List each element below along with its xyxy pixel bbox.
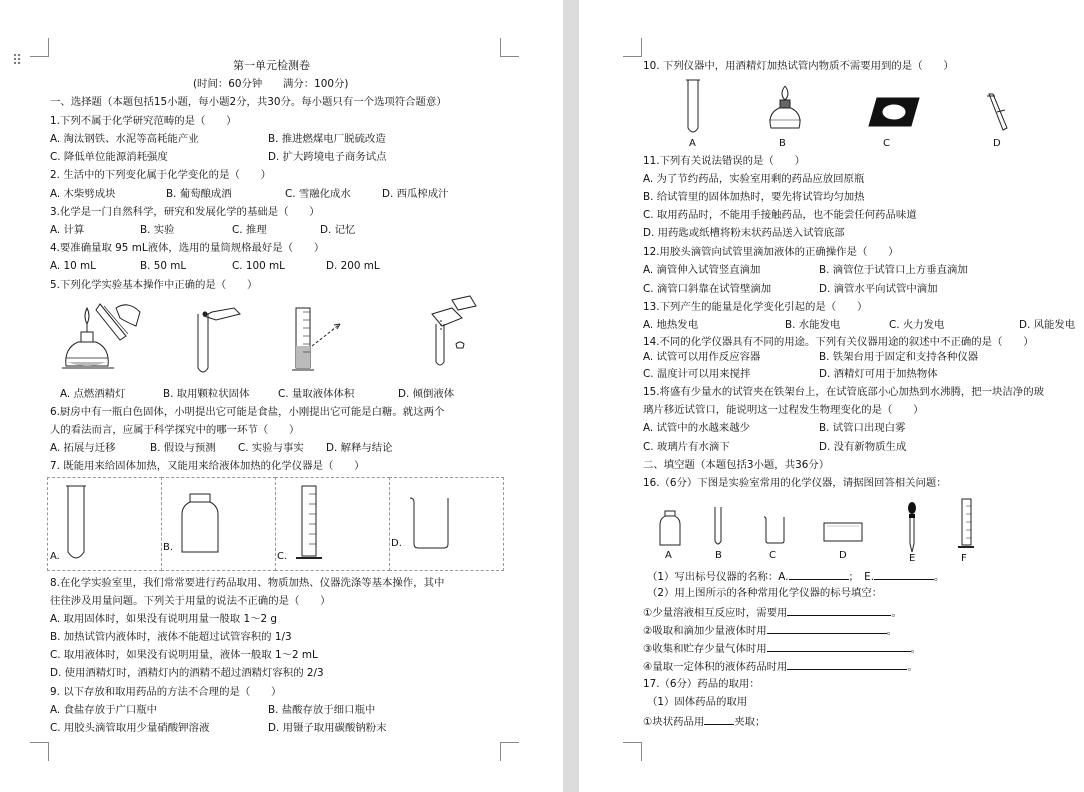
part-text: ①少量溶液相互反应时，需要用 [643,607,788,619]
option: D. 酒精灯可用于加热物体 [819,368,938,380]
option-label: B. [163,542,174,553]
option: D. 西瓜榨成汁 [382,188,449,200]
question-stem: 往往涉及用量问题。下列关于用量的说法不正确的是（ ） [50,595,331,607]
option: D. 风能发电 [1019,319,1076,331]
corner-mark [500,742,519,761]
corner-mark [30,742,49,761]
part-text: 夹取； [734,716,766,728]
part-text: E. [864,571,874,583]
question-stem: 15.将盛有少量水的试管夹在铁架台上，在试管底部小心加热到水沸腾，把一块洁净的玻 [643,386,1044,398]
option-label: A. [50,551,60,562]
part-text: ③收集和贮存少量气体时用 [643,643,767,655]
answer-blank[interactable] [789,568,849,580]
option: A. 拓展与迁移 [50,442,116,454]
graduated-cylinder-icon [294,484,324,564]
question-stem: 13.下列产生的能量是化学变化引起的是（ ） [643,301,868,313]
section-heading: 一、选择题（本题包括15小题，每小题2分，共30分。每小题只有一个选项符合题意） [50,96,447,108]
option-label: C. [277,551,288,562]
section-heading: 二、填空题（本题包括3小题，共36分） [643,459,830,471]
drag-handle-icon[interactable]: ⠿ [12,53,21,69]
option: A. 10 mL [50,260,96,272]
part-text: ②吸取和滴加少量液体时用 [643,625,767,637]
question-part [647,568,944,584]
question-stem: 璃片移近试管口，能说明这一过程发生物理变化的是（ ） [643,404,924,416]
corner-mark [623,742,642,761]
question-stem: 8.在化学实验室里，我们常常要进行药品取用、物质加热、仪器洗涤等基本操作，其中 [50,577,445,589]
option: C. 降低单位能源消耗强度 [50,151,168,163]
corner-mark [623,38,642,57]
part-text: 。 [934,571,945,583]
document-page-2 [579,0,1084,792]
option: D. 扩大跨境电子商务试点 [268,151,387,163]
option: B. 滴管位于试管口上方垂直滴加 [819,264,968,276]
option: D. 没有新物质生成 [819,441,907,453]
answer-blank[interactable] [787,604,891,616]
wide-mouth-bottle-icon [180,492,220,556]
option: D. 用药匙或纸槽将粉末状药品送入试管底部 [643,227,845,239]
option: B. 水能发电 [785,319,841,331]
option: B. 葡萄酿成酒 [166,188,232,200]
graduated-cylinder-reading-illustration [290,300,360,380]
question-stem: 14.不同的化学仪器具有不同的用途。下列有关仪器用途的叙述中不正确的是（ ） [643,336,1034,348]
test-tube-solid-illustration [186,300,246,380]
option-label: A [689,138,696,149]
option-box [275,477,390,571]
part-text: （1）写出标号仪器的名称：A. [647,571,789,583]
option: D. 滴管水平向试管中滴加 [819,283,938,295]
alcohol-lamp-lighting-illustration [56,296,146,380]
answer-blank[interactable] [767,622,887,634]
exam-title: 第一单元检测卷 [233,59,310,72]
option: B. 盐酸存放于细口瓶中 [268,704,376,716]
question-part [643,604,902,620]
pouring-liquid-illustration [412,290,482,380]
answer-blank[interactable] [787,658,907,670]
apparatus-label: E [909,553,916,564]
option: A. 淘汰钢铁、水泥等高耗能产业 [50,133,199,145]
option: C. 玻璃片有水滴下 [643,441,730,453]
option: D. 倾倒液体 [398,388,455,400]
option: A. 地热发电 [643,319,699,331]
option: C. 火力发电 [889,319,945,331]
option: D. 用镊子取用碳酸钠粉末 [268,722,387,734]
option: A. 点燃酒精灯 [60,388,126,400]
option: B. 实验 [140,224,175,236]
exam-subtitle: (时间：60分钟 满分：100分) [193,78,349,90]
part-text: ④量取一定体积的液体药品时用 [643,661,788,673]
part-text: 。 [907,661,918,673]
option: D. 解释与结论 [326,442,393,454]
option: A. 试管可以用作反应容器 [643,351,761,363]
apparatus-label: A [665,550,672,561]
option: C. 取用液体时，如果没有说明用量，液体一般取 1～2 mL [50,649,318,661]
alcohol-lamp-icon [765,84,805,134]
option: A. 取用固体时，如果没有说明用量一般取 1～2 g [50,613,277,625]
beaker-icon [408,496,454,550]
glass-slide-icon [823,522,863,542]
question-stem: 16.（6分）下图是实验室常用的化学仪器，请据图回答相关问题： [643,477,947,489]
test-tube-icon [713,506,723,548]
question-stem: 2. 生活中的下列变化属于化学变化的是（ ） [50,169,272,181]
option: A. 计算 [50,224,85,236]
question-part [643,622,897,638]
option: B. 加热试管内液体时，液体不能超过试管容积的 1/3 [50,631,292,643]
asbestos-gauze-icon [867,96,921,128]
apparatus-label: B [715,550,722,561]
corner-mark [30,38,49,57]
option: B. 取用颗粒状固体 [163,388,250,400]
option: A. 食盐存放于广口瓶中 [50,704,158,716]
option: B. 50 mL [140,260,187,272]
option: C. 取用药品时，不能用手接触药品，也不能尝任何药品味道 [643,209,917,221]
question-stem: 5.下列化学实验基本操作中正确的是（ ） [50,279,258,291]
option: C. 温度计可以用来搅拌 [643,368,751,380]
corner-mark [500,38,519,57]
part-text: 。 [910,643,922,655]
beaker-icon [763,516,787,544]
option: B. 铁架台用于固定和支持各种仪器 [819,351,979,363]
apparatus-label: D [839,550,847,561]
option: C. 滴管口斜靠在试管壁滴加 [643,283,772,295]
option: A. 滴管伸入试管竖直滴加 [643,264,761,276]
question-stem: 4.要准确量取 95 mL液体，选用的量筒规格最好是（ ） [50,242,325,254]
option: C. 100 mL [232,260,285,272]
option: C. 雪融化成水 [285,188,351,200]
dropper-icon [905,502,919,554]
test-tube-icon [64,484,88,564]
question-stem: 人的看法而言，应属于科学探究中的哪一环节（ ） [50,424,300,436]
answer-blank[interactable] [767,640,911,652]
option: D. 使用酒精灯时，酒精灯内的酒精不超过酒精灯容积的 2/3 [50,667,324,679]
answer-blank[interactable] [874,568,934,580]
option-label: C [883,138,890,149]
question-stem: 3.化学是一门自然科学，研究和发展化学的基础是（ ） [50,206,320,218]
question-part [643,658,918,674]
question-stem: 6.厨房中有一瓶白色固体，小明提出它可能是食盐，小刚提出它可能是白糖。就这两个 [50,406,445,418]
part-text: ； [848,571,854,583]
option: D. 记忆 [320,224,356,236]
option-label: D [993,138,1001,149]
part-text: 。 [891,607,902,619]
question-stem: 1.下列不属于化学研究范畴的是（ ） [50,115,237,127]
option: C. 量取液体体积 [278,388,355,400]
option: B. 推进燃煤电厂脱硫改造 [268,133,386,145]
part-text: 。 [886,625,898,637]
option: D. 200 mL [326,260,380,272]
question-part: （2）用上图所示的各种常用化学仪器的标号填空： [647,587,883,599]
option: A. 为了节约药品，实验室用剩的药品应放回原瓶 [643,173,865,185]
question-part [643,713,765,729]
question-stem: 12.用胶头滴管向试管里滴加液体的正确操作是（ ） [643,246,899,258]
option-label: D. [391,538,402,549]
part-text: ①块状药品用 [643,716,705,728]
graduated-cylinder-icon [957,498,975,552]
question-stem: 9. 以下存放和取用药品的方法不合理的是（ ） [50,686,282,698]
question-part [643,640,921,656]
option: B. 试管口出现白雾 [819,422,906,434]
test-tube-holder-icon [985,92,1011,136]
test-tube-icon [685,78,701,138]
option-label: B [779,138,786,149]
answer-blank[interactable] [704,713,734,725]
apparatus-label: F [961,553,967,564]
option: B. 假设与预测 [150,442,216,454]
question-stem: 11.下列有关说法错误的是（ ） [643,155,805,167]
wide-mouth-bottle-icon [659,510,681,546]
question-stem: 7. 既能用来给固体加热，又能用来给液体加热的化学仪器是（ ） [50,460,365,472]
question-stem: 17.（6分）药品的取用： [643,678,760,690]
option: A. 木柴劈成块 [50,188,116,200]
question-stem: 10. 下列仪器中，用酒精灯加热试管内物质不需要用到的是（ ） [643,60,954,72]
option: C. 实验与事实 [238,442,304,454]
apparatus-label: C [769,550,776,561]
question-part: （1）固体药品的取用 [647,696,748,708]
option: C. 推理 [232,224,267,236]
option: A. 试管中的水越来越少 [643,422,751,434]
page-gap [563,0,579,792]
option: B. 给试管里的固体加热时，要先将试管均匀加热 [643,191,865,203]
option: C. 用胶头滴管取用少量硝酸钾溶液 [50,722,210,734]
